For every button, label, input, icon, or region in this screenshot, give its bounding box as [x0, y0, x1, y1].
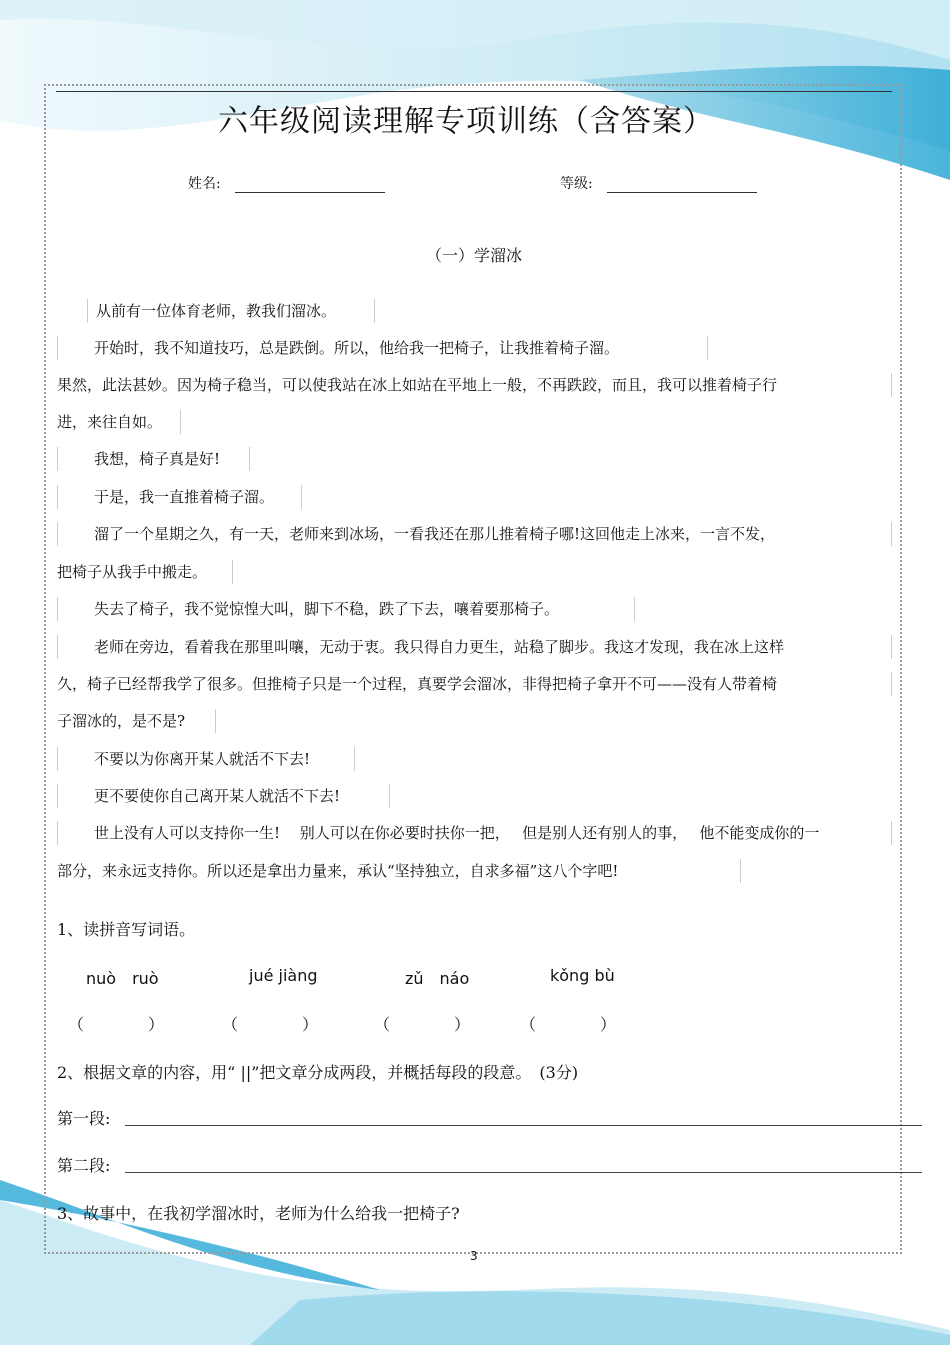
page-title: 六年级阅读理解专项训练（含答案）: [218, 104, 714, 139]
passage-line: 进，来往自如。: [57, 410, 181, 434]
header-rule: [56, 91, 892, 92]
grade-blank[interactable]: [607, 178, 757, 193]
page-number: 3: [470, 1249, 478, 1263]
pinyin-item: nuò ruò: [86, 969, 159, 988]
question-2: 2、根据文章的内容，用“ ||”把文章分成两段，并概括每段的段意。 (3分): [57, 1063, 579, 1082]
passage-line: 更不要使你自己离开某人就活不下去!: [57, 784, 390, 808]
pinyin-item: kǒng bù: [550, 966, 615, 985]
pinyin-item: jué jiàng: [249, 966, 318, 985]
question-1: 1、读拼音写词语。: [57, 920, 196, 939]
section-title: （一）学溜冰: [426, 246, 523, 265]
passage-line: 部分，来永远支持你。所以还是拿出力量来，承认“坚持独立，自求多福”这八个字吧!: [57, 859, 741, 883]
name-field[interactable]: [188, 173, 385, 193]
segment-1-answer[interactable]: [57, 1106, 110, 1129]
passage-line: 开始时，我不知道技巧，总是跌倒。所以，他给我一把椅子，让我推着椅子溜。: [57, 336, 708, 360]
answer-blank[interactable]: （ ）: [374, 1015, 471, 1034]
answer-line[interactable]: [125, 1125, 922, 1126]
passage-line: 从前有一位体育老师，教我们溜冰。: [87, 299, 375, 323]
answer-line[interactable]: [125, 1172, 922, 1173]
answer-blank[interactable]: （ ）: [222, 1015, 319, 1034]
passage-line: 把椅子从我手中搬走。: [57, 560, 233, 584]
passage-line: 失去了椅子，我不觉惊惶大叫，脚下不稳，跌了下去，嚷着要那椅子。: [57, 597, 635, 621]
passage-line: 果然，此法甚妙。因为椅子稳当，可以使我站在冰上如站在平地上一般，不再跌跤，而且，我可以推着椅子行: [57, 373, 892, 397]
grade-field[interactable]: [560, 173, 757, 193]
answer-blank[interactable]: （ ）: [68, 1015, 165, 1034]
question-3: 3、故事中，在我初学溜冰时，老师为什么给我一把椅子?: [57, 1204, 460, 1223]
name-label: 姓名:: [188, 176, 221, 192]
segment-2-answer[interactable]: [57, 1153, 110, 1176]
segment-2-label: 第二段:: [57, 1156, 111, 1175]
name-blank[interactable]: [235, 178, 385, 193]
grade-label: 等级:: [560, 176, 593, 192]
passage-line: 我想，椅子真是好!: [57, 447, 250, 471]
passage-line: 溜了一个星期之久，有一天，老师来到冰场，一看我还在那儿推着椅子哪!这回他走上冰来，一言不发，: [57, 522, 892, 546]
passage-line: 老师在旁边，看着我在那里叫嚷，无动于衷。我只得自力更生，站稳了脚步。我这才发现，我在冰上这样: [57, 635, 892, 659]
passage-line: 于是，我一直推着椅子溜。: [57, 485, 302, 509]
passage-line: 世上没有人可以支持你一生! 别人可以在你必要时扶你一把， 但是别人还有别人的事， 他不能变成你的一: [57, 821, 892, 845]
pinyin-item: zǔ náo: [405, 969, 470, 988]
segment-1-label: 第一段:: [57, 1109, 111, 1128]
passage-line: 久，椅子已经帮我学了很多。但推椅子只是一个过程，真要学会溜冰，非得把椅子拿开不可——没有人带着椅: [57, 672, 892, 696]
answer-blank[interactable]: （ ）: [520, 1015, 617, 1034]
passage-line: 子溜冰的，是不是?: [57, 709, 216, 733]
passage-line: 不要以为你离开某人就活不下去!: [57, 747, 355, 771]
